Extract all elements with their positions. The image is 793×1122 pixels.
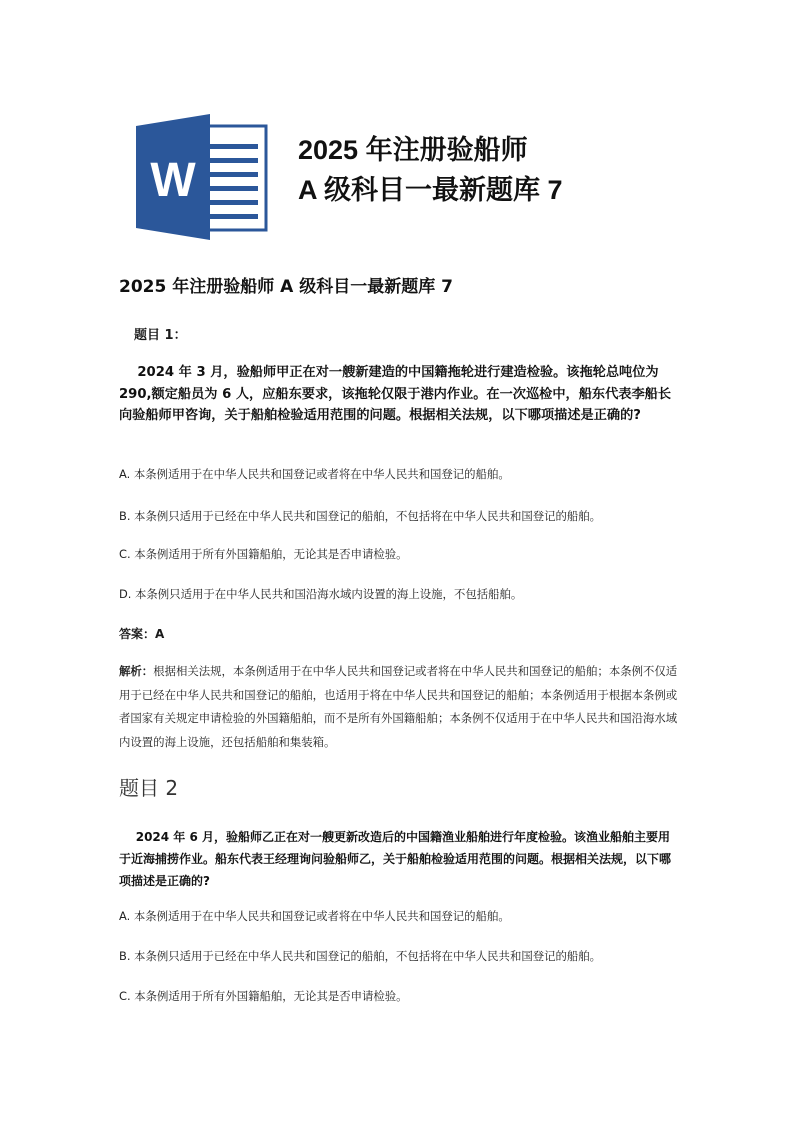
question-1-analysis [119,660,679,754]
question-1-stem [119,362,679,427]
microsoft-word-icon [130,112,270,242]
question-1-option-d: D. 本条例只适用于在中华人民共和国沿海水域内设置的海上设施，不包括船舶。 [119,587,523,601]
analysis-label: 解析： [119,664,154,678]
question-2-stem-text: 2024 年 6 月，验船师乙正在对一艘更新改造后的中国籍渔业船舶进行年度检验。该渔业船舶主要用于近海捕捞作业。船东代表王经理询问验船师乙，关于船舶检验适用范围的问题。根据相关法规，以下哪项描述是正确的? [119,830,672,888]
cover-title-line1: 2025 年注册验船师 [298,135,528,165]
logo-letter: W [150,154,196,207]
question-2-heading: 题目 2 [119,776,179,800]
cover-title [298,130,563,210]
question-2-option-b: B. 本条例只适用于已经在中华人民共和国登记的船舶，不包括将在中华人民共和国登记的船舶。 [119,949,602,963]
cover-title-line2: A 级科目一最新题库 7 [298,175,563,205]
question-2-stem [119,826,679,892]
analysis-text: 根据相关法规，本条例适用于在中华人民共和国登记或者将在中华人民共和国登记的船舶；本条例不仅适用于已经在中华人民共和国登记的船舶，也适用于将在中华人民共和国登记的船舶；本条例适用于根据本条例或者国家有关规定申请检验的外国籍船舶，而不是所有外国籍船舶；本条例不仅适用于在中华人民共和国沿海水域内设置的海上设施，还包括船舶和集装箱。 [119,664,678,749]
document-header [130,112,650,242]
question-1-option-c: C. 本条例适用于所有外国籍船舶，无论其是否申请检验。 [119,547,408,561]
question-2-option-c: C. 本条例适用于所有外国籍船舶，无论其是否申请检验。 [119,989,408,1003]
question-1-option-a: A. 本条例适用于在中华人民共和国登记或者将在中华人民共和国登记的船舶。 [119,467,510,481]
question-1-label: 题目 1： [134,328,187,343]
question-1-option-b: B. 本条例只适用于已经在中华人民共和国登记的船舶，不包括将在中华人民共和国登记的船舶。 [119,509,602,523]
question-2-option-a: A. 本条例适用于在中华人民共和国登记或者将在中华人民共和国登记的船舶。 [119,909,510,923]
question-1-stem-text: 2024 年 3 月，验船师甲正在对一艘新建造的中国籍拖轮进行建造检验。该拖轮总吨位为 290,额定船员为 6 人，应船东要求，该拖轮仅限于港内作业。在一次巡检中，船东代表李船长向验船师甲咨询，关于船舶检验适用范围的问题。根据相关法规，以下哪项描述是正确的? [119,365,672,423]
document-title: 2025 年注册验船师 A 级科目一最新题库 7 [119,277,453,297]
question-1-answer: 答案：A [119,627,165,641]
